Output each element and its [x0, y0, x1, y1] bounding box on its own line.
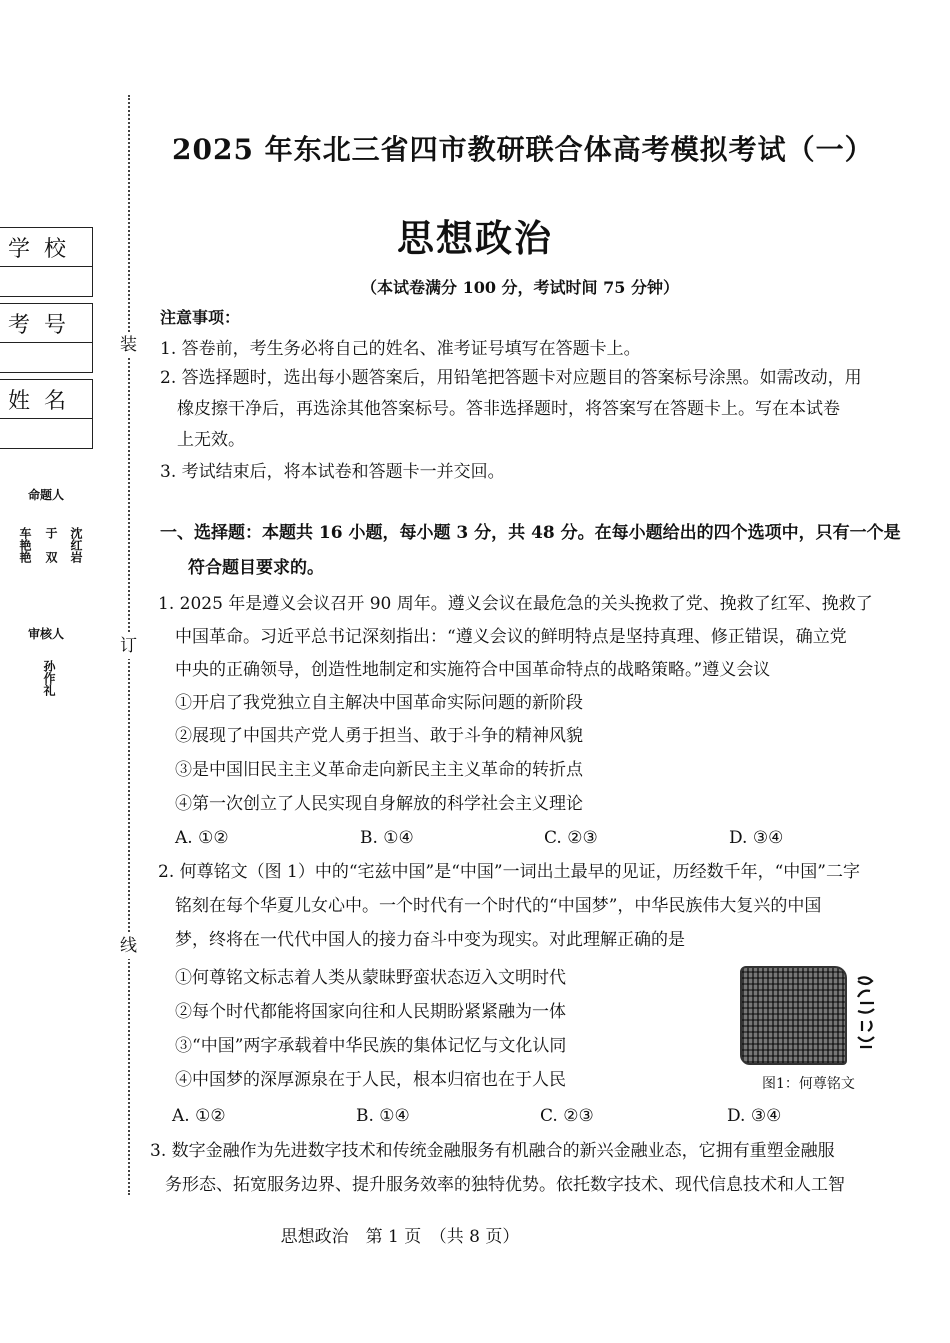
author-name: 车艳艳 — [18, 527, 32, 563]
field-divider — [0, 418, 92, 419]
subject-title: 思想政治 — [397, 216, 553, 260]
question-1-text: 中国革命。习近平总书记深刻指出：“遵义会议的鲜明特点是坚持真理、修正错误，确立党 — [175, 627, 847, 647]
notice-line: 橡皮擦干净后，再选涂其他答案标号。答非选择题时，将答案写在答题卡上。写在本试卷 — [177, 399, 840, 419]
exam-number-field[interactable] — [0, 303, 93, 373]
question-2-item: ①何尊铭文标志着人类从蒙昧野蛮状态迈入文明时代 — [175, 968, 566, 988]
binding-char-ding: 订 — [120, 634, 137, 659]
question-1-option-a[interactable]: A. ①② — [175, 828, 229, 848]
notice-line: 3. 考试结束后，将本试卷和答题卡一并交回。 — [160, 462, 505, 482]
question-3-text: 务形态、拓宽服务边界、提升服务效率的独特优势。依托数字技术、现代信息技术和人工智 — [165, 1175, 845, 1195]
field-divider — [0, 342, 92, 343]
field-divider — [0, 266, 92, 267]
notice-line: 上无效。 — [177, 430, 245, 450]
exam-title: 2025 年东北三省四市教研联合体高考模拟考试（一） — [172, 133, 874, 166]
question-1-item: ①开启了我党独立自主解决中国革命实际问题的新阶段 — [175, 693, 583, 713]
page-footer: 思想政治 第 1 页 （共 8 页） — [280, 1227, 520, 1247]
question-2-item: ②每个时代都能将国家向往和人民期盼紧紧融为一体 — [175, 1002, 566, 1022]
question-1-item: ③是中国旧民主主义革命走向新民主主义革命的转折点 — [175, 760, 583, 780]
school-label: 学校 — [8, 237, 81, 262]
inscription-glyphs-image — [852, 975, 882, 1055]
he-zun-inscription-image — [740, 966, 847, 1065]
exam-number-label: 考号 — [8, 313, 81, 338]
figure-1-caption: 图1：何尊铭文 — [762, 1076, 855, 1092]
question-2-option-b[interactable]: B. ①④ — [356, 1106, 410, 1126]
section-heading-cont: 符合题目要求的。 — [188, 558, 324, 578]
question-1-text: 1. 2025 年是遵义会议召开 90 周年。遵义会议在最危急的关头挽救了党、挽救了红军、挽救了 — [158, 594, 873, 614]
notice-line: 1. 答卷前，考生务必将自己的姓名、准考证号填写在答题卡上。 — [160, 339, 641, 359]
author-label: 命题人 — [28, 488, 65, 502]
question-1-option-d[interactable]: D. ③④ — [729, 828, 784, 848]
question-3-text: 3. 数字金融作为先进数字技术和传统金融服务有机融合的新兴金融业态，它拥有重塑金融服 — [150, 1141, 835, 1161]
binding-char-xian: 线 — [120, 934, 137, 959]
section-heading: 一、选择题：本题共 16 小题，每小题 3 分，共 48 分。在每小题给出的四个选项中，只有一个是 — [160, 523, 901, 543]
author-name: 沈红岩 — [69, 527, 83, 563]
question-1-option-b[interactable]: B. ①④ — [360, 828, 414, 848]
binding-char-zhuang: 装 — [120, 333, 137, 358]
reviewer-name: 孙作礼 — [42, 660, 56, 696]
full-mark-note: （本试卷满分 100 分，考试时间 75 分钟） — [361, 278, 679, 297]
question-2-text: 铭刻在每个华夏儿女心中。一个时代有一个时代的“中国梦”，中华民族伟大复兴的中国 — [175, 896, 822, 916]
name-field[interactable] — [0, 379, 93, 449]
question-2-text: 2. 何尊铭文（图 1）中的“宅兹中国”是“中国”一词出土最早的见证，历经数千年，“中国”二字 — [158, 862, 860, 882]
reviewer-label: 审核人 — [28, 627, 65, 641]
question-1-item: ④第一次创立了人民实现自身解放的科学社会主义理论 — [175, 794, 583, 814]
question-1-text: 中央的正确领导，创造性地制定和实施符合中国革命特点的战略策略。”遵义会议 — [175, 660, 771, 680]
question-2-text: 梦，终将在一代代中国人的接力奋斗中变为现实。对此理解正确的是 — [175, 930, 685, 950]
question-2-option-c[interactable]: C. ②③ — [540, 1106, 594, 1126]
notice-line: 2. 答选择题时，选出每小题答案后，用铅笔把答题卡对应题目的答案标号涂黑。如需改动，用 — [160, 368, 862, 388]
question-1-item: ②展现了中国共产党人勇于担当、敢于斗争的精神风貌 — [175, 726, 583, 746]
question-2-item: ③“中国”两字承载着中华民族的集体记忆与文化认同 — [175, 1036, 567, 1056]
question-2-item: ④中国梦的深厚源泉在于人民，根本归宿也在于人民 — [175, 1070, 566, 1090]
author-name: 于 双 — [44, 527, 58, 563]
question-2-option-d[interactable]: D. ③④ — [727, 1106, 782, 1126]
notice-heading: 注意事项： — [160, 308, 241, 327]
question-1-option-c[interactable]: C. ②③ — [544, 828, 598, 848]
name-label: 姓名 — [8, 389, 81, 414]
question-2-option-a[interactable]: A. ①② — [172, 1106, 226, 1126]
